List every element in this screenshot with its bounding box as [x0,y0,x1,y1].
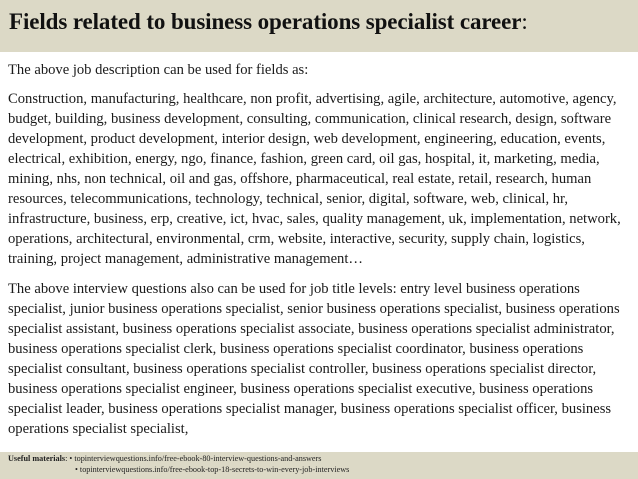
footer-link-ebook-18[interactable]: • topinterviewquestions.info/free-ebook-top-18-secrets-to-win-every-job-interviews [75,464,350,474]
footer [0,452,638,479]
useful-materials-label: Useful materials [8,454,66,463]
page-title [9,9,528,35]
useful-materials [8,454,349,475]
intro-text: The above job description can be used for fields as: [8,62,309,78]
footer-link-ebook-80[interactable]: • topinterviewquestions.info/free-ebook-80-interview-questions-and-answers [69,454,322,463]
job-levels-paragraph: The above interview questions also can be used for job title levels: entry level business operations specialist, junior business operations specialist, senior business operations specialist, business operations specialist assistant, business operations specialist associate, business operations specialist administrator, business operations specialist clerk, business operations specialist coordinator, business operations specialist consultant, business operations specialist controller, business operations specialist director, business operations specialist engineer, business operations specialist executive, business operations specialist leader, business operations specialist manager, business operations specialist officer, business operations specialist specialist, [8,281,620,437]
page-title-colon: : [521,9,528,34]
title-bar [0,0,638,52]
footer-row-2 [8,465,349,476]
page-title-text: Fields related to business operations specialist career [9,9,522,34]
main-content [8,60,634,449]
fields-paragraph: Construction, manufacturing, healthcare, non profit, advertising, agile, architecture, automotive, agency, budget, building, business development, consulting, communication, clinical research, design, software development, product development, interior design, web development, engineering, education, events, electrical, exhibition, energy, ngo, finance, fashion, green card, oil gas, hospital, it, marketing, media, mining, nhs, non technical, oil and gas, offshore, pharmaceutical, real estate, retail, research, human resources, telecommunications, technology, technical, senior, digital, software, web, clinical, hr, infrastructure, business, erp, creative, ict, hvac, sales, quality management, uk, implementation, network, operations, architectural, environmental, crm, website, interactive, security, supply chain, logistics, training, project management, administrative management… [8,91,621,267]
footer-row-1 [8,454,349,465]
useful-materials-separator: : [65,454,70,463]
